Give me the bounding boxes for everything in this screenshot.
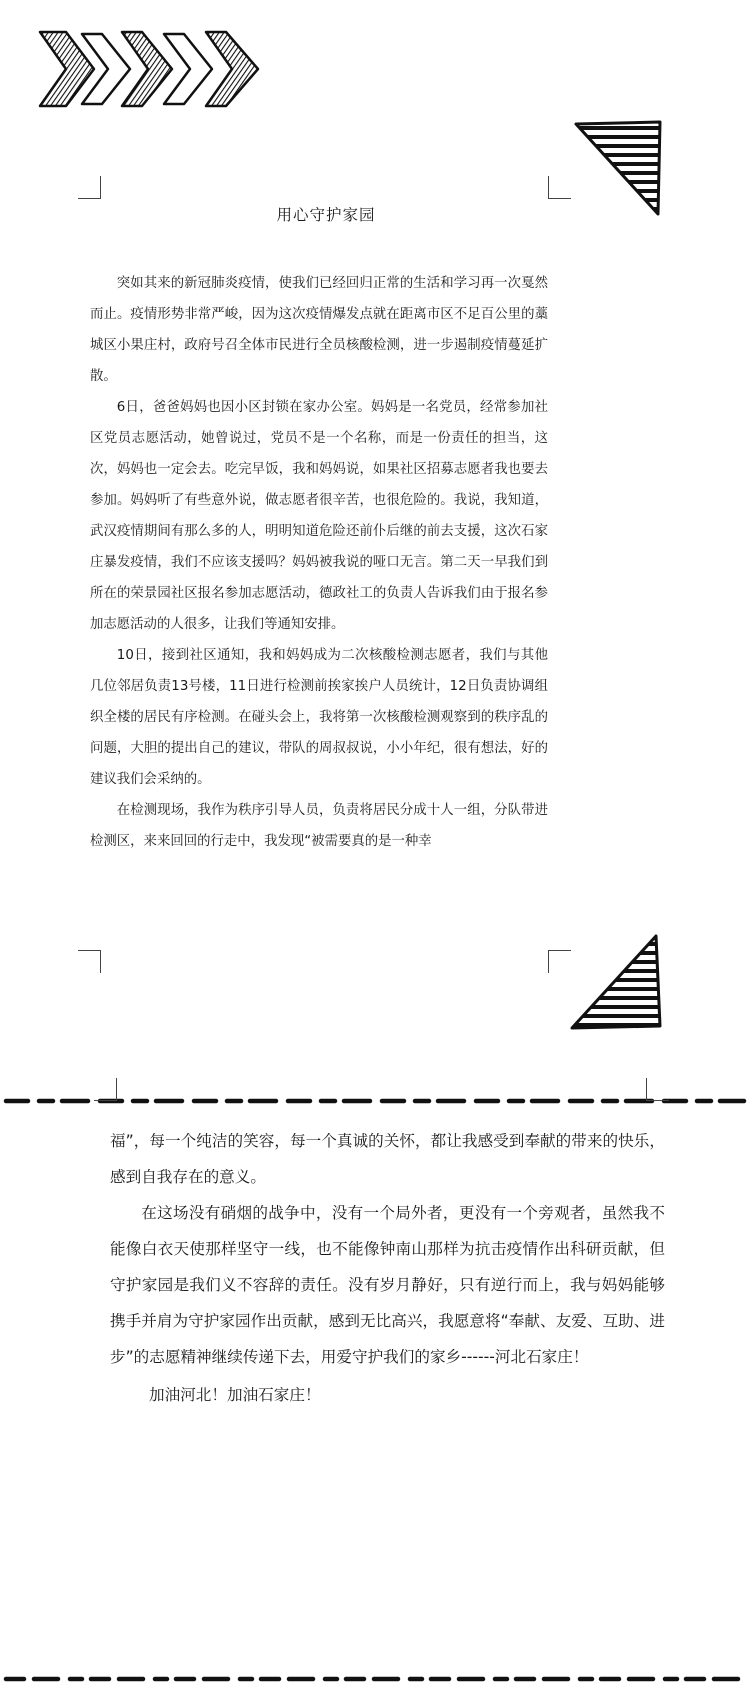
crop-mark-top-left-2 <box>94 1078 117 1101</box>
crop-mark-bottom-left <box>78 950 101 973</box>
paragraph-4: 在检测现场，我作为秩序引导人员，负责将居民分成十人一组，分队带进检测区，来来回回的行走中，我发现“被需要真的是一种幸 <box>90 803 548 849</box>
crop-mark-top-left <box>78 176 101 199</box>
article-body-page-2 <box>110 1123 665 1413</box>
continuation-text: 福”，每一个纯洁的笑容，每一个真诚的关怀，都让我感受到奉献的带来的快乐，感到自我存在的意义。 <box>110 1132 665 1186</box>
cheer-line: 加油河北！加油石家庄！ <box>149 1386 321 1404</box>
paragraph-2: 6日，爸爸妈妈也因小区封锁在家办公室。妈妈是一名党员，经常参加社区党员志愿活动，她曾说过，党员不是一个名称，而是一份责任的担当，这次，妈妈也一定会去。吃完早饭，我和妈妈说，如果社区招募志愿者我也要去参加。妈妈听了有些意外说，做志愿者很辛苦，也很危险的。我说，我知道，武汉疫情期间有那么多的人，明明知道危险还前仆后继的前去支援，这次石家庄暴发疫情，我们不应该支援吗？妈妈被我说的哑口无言。第二天一早我们到所在的荣景园社区报名参加志愿活动，德政社工的负责人告诉我们由于报名参加志愿活动的人很多，让我们等通知安排。 <box>90 400 548 632</box>
paragraph-5: 在这场没有硝烟的战争中，没有一个局外者，更没有一个旁观者，虽然我不能像白衣天使那样坚守一线，也不能像钟南山那样为抗击疫情作出科研贡献，但守护家园是我们义不容辞的责任。没有岁月静好，只有逆行而上，我与妈妈能够携手并肩为守护家园作出贡献，感到无比高兴，我愿意将“奉献、友爱、互助、进步”的志愿精神继续传递下去，用爱守护我们的家乡------河北石家庄！ <box>110 1204 665 1366</box>
chevron-decoration-icon <box>36 28 266 110</box>
dashed-divider-bottom <box>0 1674 750 1684</box>
crop-mark-top-right-2 <box>646 1078 669 1101</box>
crop-mark-bottom-right <box>548 950 571 973</box>
crop-mark-top-right <box>548 176 571 199</box>
paragraph-3: 10日，接到社区通知，我和妈妈成为二次核酸检测志愿者，我们与其他几位邻居负责13号楼，11日进行检测前挨家挨户人员统计，12日负责协调组织全楼的居民有序检测。在碰头会上，我将第一次核酸检测观察到的秩序乱的问题，大胆的提出自己的建议，带队的周叔叔说，小小年纪，很有想法，好的建议我们会采纳的。 <box>90 648 548 787</box>
article-body-page-1 <box>90 268 548 857</box>
paragraph-1: 突如其来的新冠肺炎疫情，使我们已经回归正常的生活和学习再一次戛然而止。疫情形势非常严峻，因为这次疫情爆发点就在距离市区不足百公里的藁城区小果庄村，政府号召全体市民进行全员核酸检测，进一步遏制疫情蔓延扩散。 <box>90 276 548 384</box>
page-title: 用心守护家园 <box>276 206 376 224</box>
striped-triangle-bottom-icon <box>570 932 664 1032</box>
